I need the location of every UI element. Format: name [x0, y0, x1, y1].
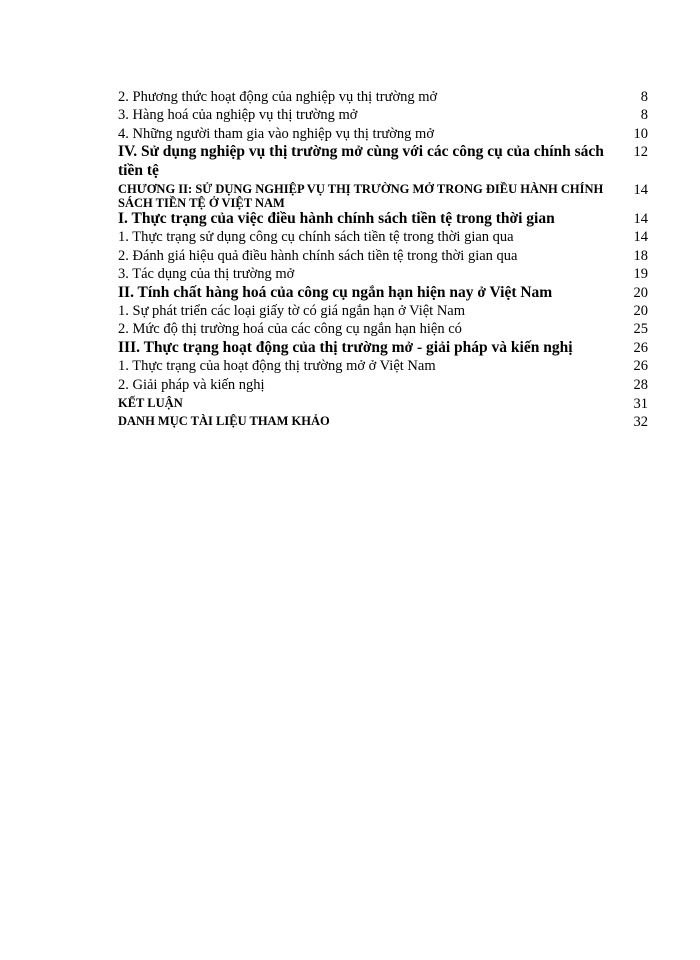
toc-entry-page: 28 [633, 376, 648, 393]
toc-entry-title: KẾT LUẬN [118, 396, 183, 411]
toc-entry-page: 26 [633, 358, 648, 375]
toc-entry-page: 20 [633, 303, 648, 320]
toc-entry-title: 3. Hàng hoá của nghiệp vụ thị trường mở [118, 107, 358, 124]
toc-entry-page: 26 [633, 339, 648, 356]
toc-section-heading [118, 339, 648, 357]
toc-entry [118, 228, 648, 246]
toc-entry [118, 376, 648, 394]
toc-entry-page: 14 [633, 182, 648, 199]
toc-entry-page: 14 [633, 229, 648, 246]
toc-entry [118, 106, 648, 124]
toc-entry-page: 32 [633, 414, 648, 431]
toc-entry-page: 31 [633, 396, 648, 413]
toc-entry-page: 8 [640, 89, 648, 105]
toc-entry-title: DANH MỤC TÀI LIỆU THAM KHẢO [118, 414, 330, 429]
toc-entry [118, 357, 648, 375]
toc-entry-title: 2. Mức độ thị trường hoá của các công cụ ngắn hạn hiện có [118, 321, 462, 338]
toc-entry-title: 1. Thực trạng của hoạt động thị trường mở ở Việt Nam [118, 358, 436, 375]
toc-entry [118, 88, 648, 106]
toc-entry-title: II. Tính chất hàng hoá của công cụ ngắn hạn hiện nay ở Việt Nam [118, 283, 553, 301]
toc-entry-page: 25 [633, 321, 648, 338]
toc-entry [118, 247, 648, 265]
toc-entry [118, 302, 648, 320]
toc-entry-title: III. Thực trạng hoạt động của thị trường mở - giải pháp và kiến nghị [118, 338, 573, 356]
toc-section-heading [118, 143, 648, 180]
toc-entry-title: 1. Sự phát triển các loại giấy tờ có giá ngắn hạn ở Việt Nam [118, 303, 466, 320]
toc-section-heading [118, 210, 648, 228]
toc-entry [118, 265, 648, 283]
toc-section-heading [118, 284, 648, 302]
toc-entry-page: 8 [640, 107, 648, 124]
toc-entry-title: 2. Phương thức hoạt động của nghiệp vụ thị trường mở [118, 89, 438, 105]
toc-entry-title: 4. Những người tham gia vào nghiệp vụ thị trường mở [118, 125, 435, 142]
toc-entry-title: IV. Sử dụng nghiệp vụ thị trường mở cùng với các công cụ của chính sách tiền tệ [118, 143, 604, 179]
toc-entry-title: I. Thực trạng của việc điều hành chính sách tiền tệ trong thời gian [118, 210, 555, 228]
toc-entry-page: 10 [633, 125, 648, 142]
toc-conclusion-heading [118, 394, 648, 412]
toc-entry-page: 19 [633, 266, 648, 283]
toc-references-heading [118, 412, 648, 430]
toc-entry-title: 1. Thực trạng sử dụng công cụ chính sách tiền tệ trong thời gian qua [118, 229, 514, 246]
table-of-contents [118, 88, 648, 430]
toc-entry-title: CHƯƠNG II: SỬ DỤNG NGHIỆP VỤ THỊ TRƯỜNG MỞ TRONG ĐIỀU HÀNH CHÍNH SÁCH TIỀN TỆ Ở VIỆT NAM [118, 182, 604, 211]
toc-entry-title: 3. Tác dụng của thị trường mở [118, 266, 295, 283]
toc-entry-page: 14 [633, 211, 648, 228]
toc-entry-page: 18 [633, 247, 648, 264]
toc-entry [118, 320, 648, 338]
toc-entry-page: 12 [633, 144, 648, 161]
toc-chapter-heading [118, 180, 648, 210]
toc-entry-title: 2. Đánh giá hiệu quả điều hành chính sách tiền tệ trong thời gian qua [118, 247, 518, 264]
toc-entry [118, 125, 648, 143]
toc-entry-title: 2. Giải pháp và kiến nghị [118, 376, 265, 393]
toc-entry-page: 20 [633, 284, 648, 301]
